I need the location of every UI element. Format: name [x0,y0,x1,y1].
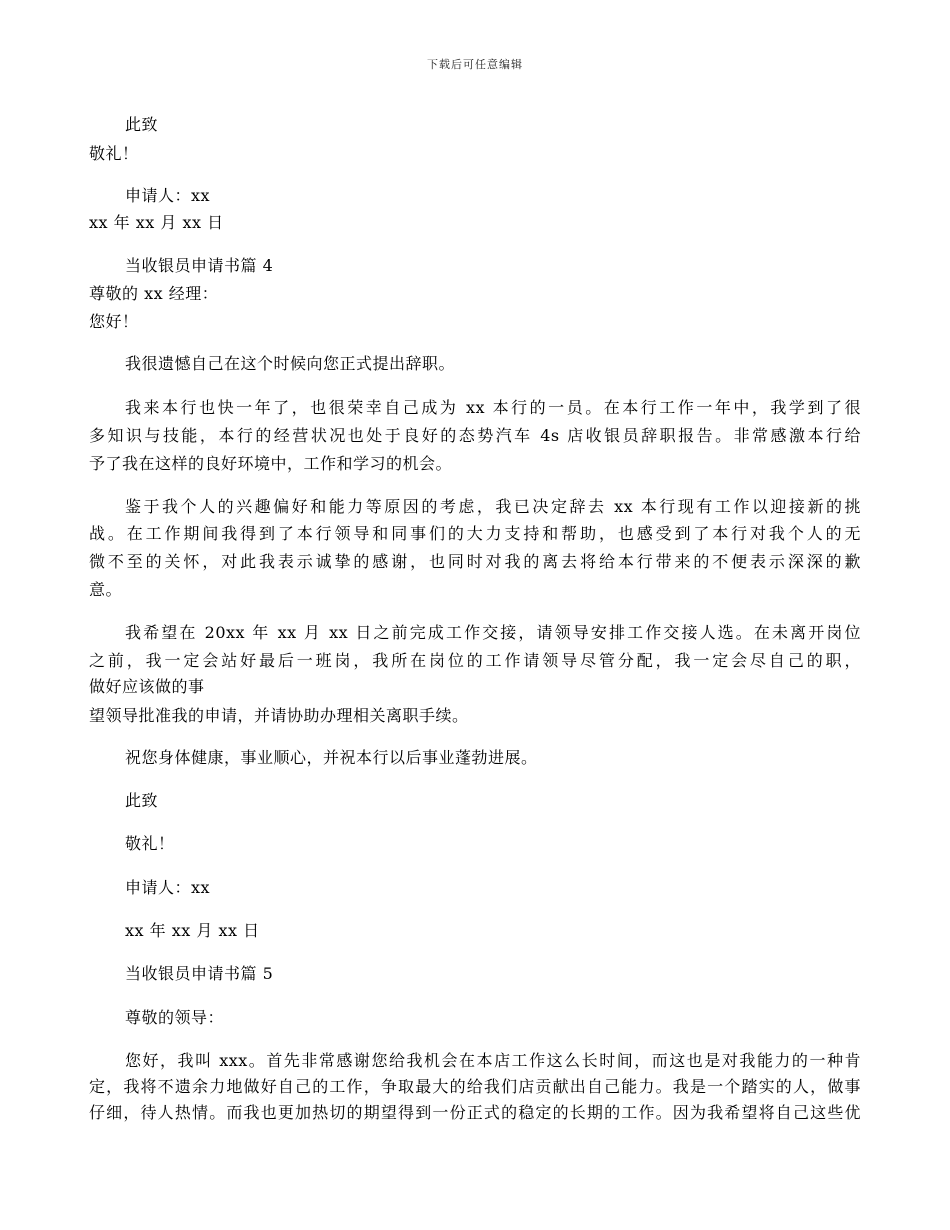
salutation-line: 尊敬的 xx 经理： [89,284,219,303]
closing-line: 此致 [125,115,159,134]
salute-line: 敬礼！ [89,144,139,163]
closing-line: 此致 [125,791,159,810]
paragraph-line: 之前，我一定会站好最后一班岗，我所在岗位的工作请领导尽管分配，我一定会尽自己的职， [89,651,861,670]
paragraph-line: 我来本行也快一年了，也很荣幸自己成为 xx 本行的一员。在本行工作一年中，我学到了很 [125,398,861,417]
paragraph-line: 意。 [89,580,123,599]
section-title: 当收银员申请书篇 5 [125,964,274,983]
paragraph-line: 做好应该做的事 [89,677,205,696]
paragraph-line: 望领导批准我的申请，并请协助办理相关离职手续。 [89,706,469,725]
section-title: 当收银员申请书篇 4 [125,256,274,275]
paragraph-line: 您好，我叫 xxx。首先非常感谢您给我机会在本店工作这么长时间，而这也是对我能力的一种肯 [125,1051,861,1070]
paragraph-line: 祝您身体健康，事业顺心，并祝本行以后事业蓬勃进展。 [125,748,538,767]
paragraph-line: 多知识与技能，本行的经营状况也处于良好的态势汽车 4s 店收银员辞职报告。非常感激本行给 [89,426,861,445]
paragraph-line: 微不至的关怀，对此我表示诚挚的感谢，也同时对我的离去将给本行带来的不便表示深深的歉 [89,552,861,571]
paragraph-line: 鉴于我个人的兴趣偏好和能力等原因的考虑，我已决定辞去 xx 本行现有工作以迎接新的挑 [125,497,861,516]
paragraph-line: 仔细，待人热情。而我也更加热切的期望得到一份正式的稳定的长期的工作。因为我希望将自己这些优 [89,1103,861,1122]
paragraph-line: 战。在工作期间我得到了本行领导和同事们的大力支持和帮助，也感受到了本行对我个人的无 [89,524,861,543]
paragraph-line: 我很遗憾自己在这个时候向您正式提出辞职。 [125,354,456,373]
applicant-line: 申请人：xx [125,186,211,205]
date-line: xx 年 xx 月 xx 日 [89,213,224,232]
salutation-line: 尊敬的领导： [125,1008,225,1027]
date-line: xx 年 xx 月 xx 日 [125,921,260,940]
salute-line: 敬礼！ [125,834,175,853]
paragraph-line: 定，我将不遗余力地做好自己的工作，争取最大的给我们店贡献出自己能力。我是一个踏实的人，做事 [89,1077,861,1096]
paragraph-line: 予了我在这样的良好环境中，工作和学习的机会。 [89,454,453,473]
greeting-line: 您好！ [89,312,139,331]
page-header-note: 下载后可任意编辑 [427,58,523,71]
applicant-line: 申请人：xx [125,878,211,897]
paragraph-line: 我希望在 20xx 年 xx 月 xx 日之前完成工作交接，请领导安排工作交接人选。在未离开岗位 [125,623,861,642]
